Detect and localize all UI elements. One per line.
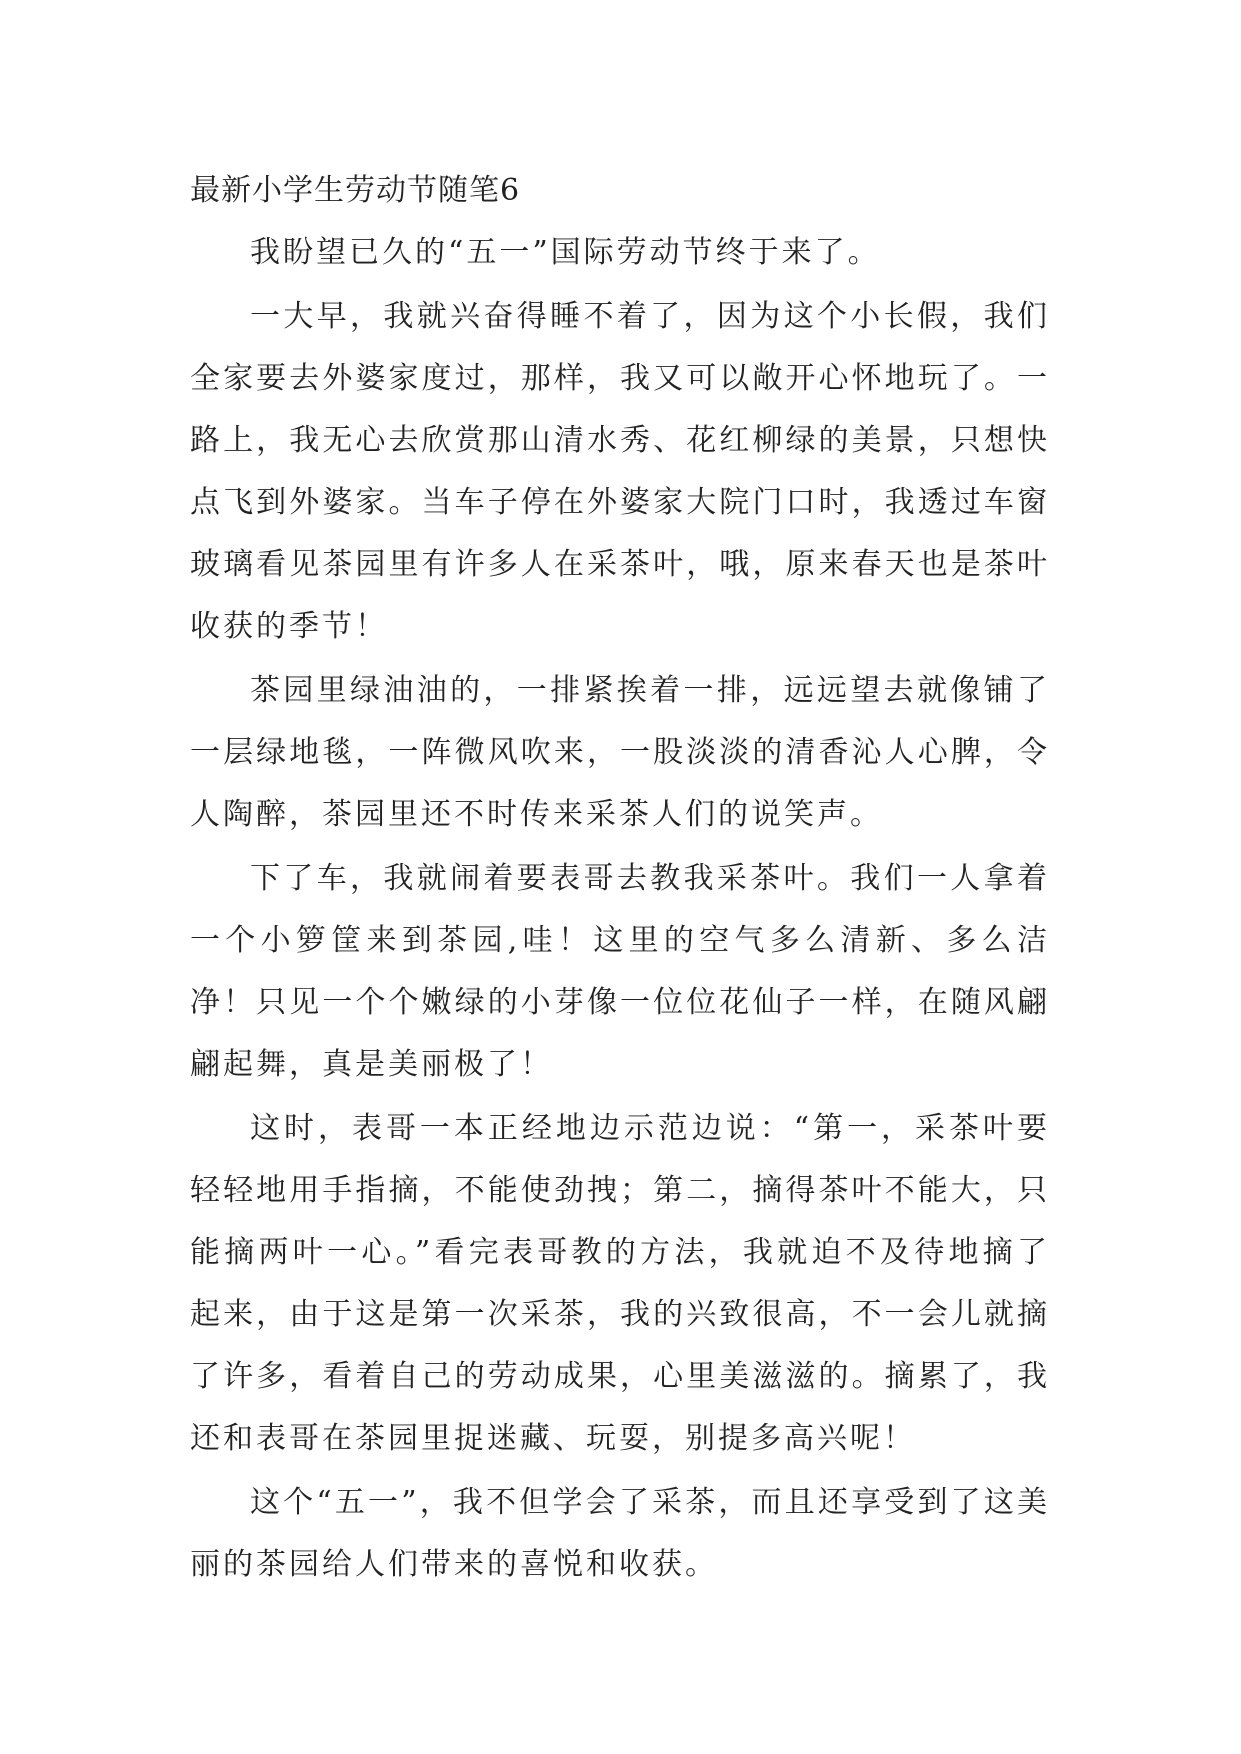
document-title: 最新小学生劳动节随笔6 xyxy=(190,173,521,208)
paragraph-2: 一大早，我就兴奋得睡不着了，因为这个小长假，我们全家要去外婆家度过，那样，我又可以敞开心怀地玩了。一路上，我无心去欣赏那山清水秀、花红柳绿的美景，只想快点飞到外婆家。当车子停在外婆家大院门口时，我透过车窗玻璃看见茶园里有许多人在采茶叶，哦，原来春天也是茶叶收获的季节！ xyxy=(190,299,1050,644)
paragraph-1: 我盼望已久的“五一”国际劳动节终于来了。 xyxy=(250,235,881,270)
paragraph-6: 这个“五一”，我不但学会了采茶，而且还享受到了这美丽的茶园给人们带来的喜悦和收获。 xyxy=(190,1485,1050,1582)
document-body xyxy=(190,160,1050,1596)
paragraph-4: 下了车，我就闹着要表哥去教我采茶叶。我们一人拿着一个小箩筐来到茶园,哇！这里的空气多么清新、多么洁净！只见一个个嫩绿的小芽像一位位花仙子一样，在随风翩翩起舞，真是美丽极了！ xyxy=(190,861,1050,1082)
paragraph-5: 这时，表哥一本正经地边示范边说：“第一，采茶叶要轻轻地用手指摘，不能使劲拽；第二，摘得茶叶不能大，只能摘两叶一心。”看完表哥教的方法，我就迫不及待地摘了起来，由于这是第一次采茶，我的兴致很高，不一会儿就摘了许多，看着自己的劳动成果，心里美滋滋的。摘累了，我还和表哥在茶园里捉迷藏、玩耍，别提多高兴呢！ xyxy=(190,1111,1050,1456)
paragraph-3: 茶园里绿油油的，一排紧挨着一排，远远望去就像铺了一层绿地毯，一阵微风吹来，一股淡淡的清香沁人心脾，令人陶醉，茶园里还不时传来采茶人们的说笑声。 xyxy=(190,673,1050,832)
